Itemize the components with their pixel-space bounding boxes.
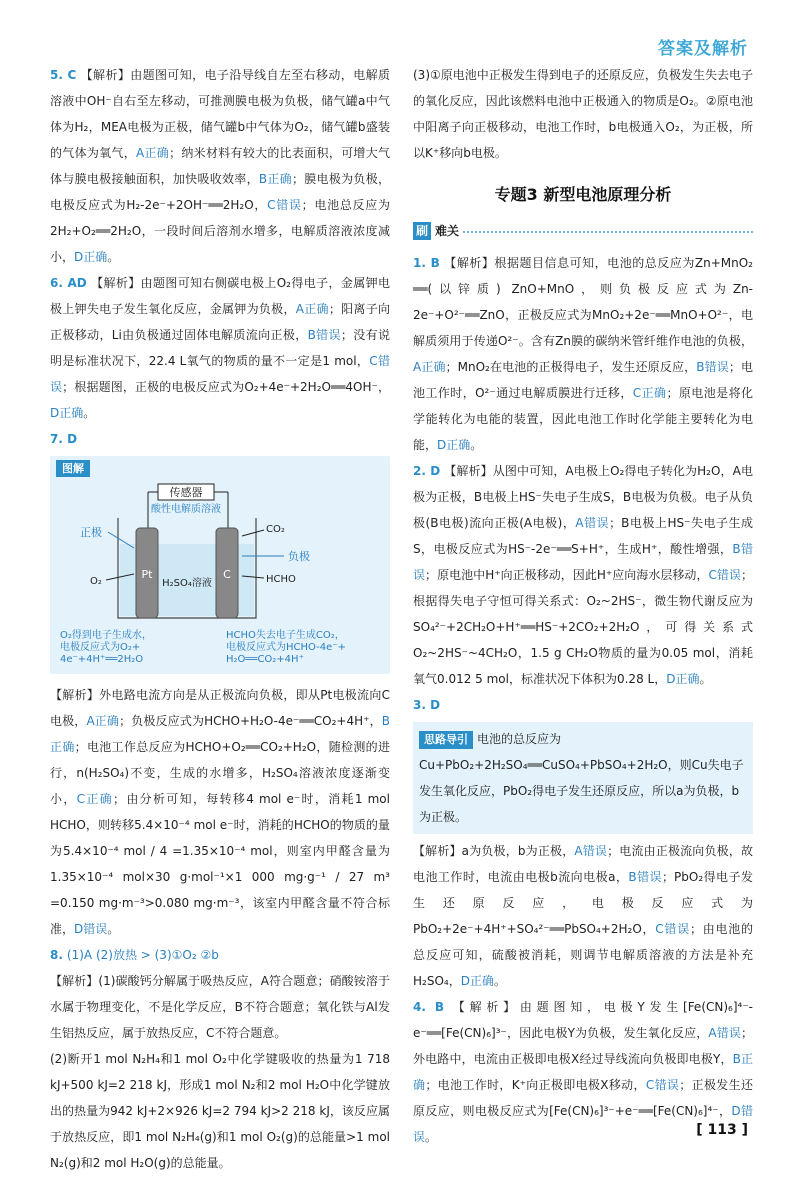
answer-2: 2. D 【解析】从图中可知，A电极上O₂得电子转化为H₂O，A电极为正极，B电极上HS⁻失电子生成S，B电极为负极。电子从负极(B电极)流向正极(A电极)，A错误；B电极上HS⁻失电子生成S，电极反应式为HS⁻-2e⁻══S+H⁺，生成H⁺，酸性增强，B错误；原电池中H⁺向正极移动，因此H⁺应向海水层移动，C错误；根据得失电子守恒可得关系式：O₂~2HS⁻，微生物代谢反应为SO₄²⁻+2CH₂O+H⁺══HS⁻+2CO₂+2H₂O，可得关系式O₂~2HS⁻~4CH₂O，1.5 g CH₂O物质的量为0.05 mol，消耗氧气0.012 5 mol，标准状况下体积为0.28 L，D正确。 <box>413 464 753 686</box>
c-label: C <box>223 568 231 581</box>
question-number: 4. B <box>413 1000 445 1014</box>
question-number: 6. AD <box>50 276 87 290</box>
answer-5: 5. C 【解析】由题图可知，电子沿导线自左至右移动，电解质溶液中OH⁻自右至左移动，可推测膜电极为负极，储气罐a中气体为H₂，MEA电极为正极，储气罐b中气体为O₂，储气罐b盛装的气体为氧气，A正确；纳米材料有较大的比表面积，可增大气体与膜电极接触面积，加快吸收效率，B正确；膜电极为负极，电极反应式为H₂-2e⁻+2OH⁻══2H₂O，C错误；电池总反应为2H₂+O₂══2H₂O，一段时间后溶剂水增多，电解质溶液浓度减小，D正确。 <box>50 68 390 264</box>
header-title: 答案及解析 <box>658 39 748 59</box>
answer-8-p2: (2)断开1 mol N₂H₄和1 mol O₂中化学键吸收的热量为1 718 kJ+500 kJ=2 218 kJ，形成1 mol N₂和2 mol H₂O中化学键放出的热量为942 kJ+2×926 kJ=2 794 kJ>2 218 kJ，该反应属于放热反应，即1 mol N₂H₄(g)和1 mol O₂(g)的总能量>1 mol N₂(g)和2 mol H₂O(g)的总能量。 <box>50 1052 390 1170</box>
answer-8: 8. (1)A (2)放热 > (3)①O₂ ②b <box>50 948 219 962</box>
hint-text: 电池的总反应为Cu+PbO₂+2H₂SO₄══CuSO₄+PbSO₄+2H₂O，则Cu失电子发生氧化反应，PbO₂得电子发生还原反应，所以a为负极，b为正极。 <box>419 732 744 824</box>
answer-3-analysis: 【解析】a为负极，b为正极，A错误；电流由正极流向负极，故电池工作时，电流由电极b流向电极a，B错误；PbO₂得电子发生还原反应，电极反应式为PbO₂+2e⁻+4H⁺+SO₄²⁻══PbSO₄+2H₂O，C错误；由电池的总反应可知，硫酸被消耗，则调节电解质溶液的方法是补充H₂SO₄，D正确。 <box>413 844 753 988</box>
hcho-label: HCHO <box>266 574 296 585</box>
difficulty-badge: 刷 <box>413 222 431 240</box>
answer-3 <box>413 692 753 718</box>
question-number: 2. D <box>413 464 441 478</box>
hint-badge: 思路导引 <box>419 731 473 749</box>
pt-label: Pt <box>141 568 153 581</box>
page-number: [ 113 ] <box>696 1122 748 1138</box>
figure-badge: 图解 <box>56 460 90 477</box>
answer-6: 6. AD 【解析】由题图可知右侧碳电极上O₂得电子，金属钾电极上钾失电子发生氧化反应，金属钾为负极，A正确；阳离子向正极移动，Li由负极通过固体电解质流向正极，B错误；没有说明是标准状况下，22.4 L氧气的物质的量不一定是1 mol，C错误；根据题图，正极的电极反应式为O₂+4e⁻+2H₂O══4OH⁻，D正确。 <box>50 276 390 420</box>
electrolyte-label: 酸性电解质溶液 <box>151 504 221 515</box>
co2-label: CO₂ <box>266 524 285 535</box>
question-number: 5. C <box>50 68 77 82</box>
co2-arrow <box>242 530 264 536</box>
question-number: 1. B <box>413 256 440 270</box>
acid-label: H₂SO₄溶液 <box>162 578 212 589</box>
hint-box <box>413 722 753 834</box>
left-column <box>50 62 390 1176</box>
sensor-label: 传感器 <box>169 486 203 499</box>
difficulty-text: 难关 <box>435 224 460 238</box>
note-right-3: H₂O══CO₂+4H⁺ <box>226 654 304 665</box>
note-left-3: 4e⁻+4H⁺══2H₂O <box>60 654 144 665</box>
difficulty-bar <box>413 218 753 244</box>
answer-8-p1: 【解析】(1)碳酸钙分解属于吸热反应，A符合题意；硝酸铵溶于水属于物理变化，不是化学反应，B不符合题意；氧化铁与Al发生铝热反应，属于放热反应，C不符合题意。 <box>50 974 390 1040</box>
answer-8-part3: (3)①原电池中正极发生得到电子的还原反应，负极发生失去电子的氧化反应，因此该燃料电池中正极通入的物质是O₂。②原电池中阳离子向正极移动，电池工作时，b电极通入O₂，为正极，所以K⁺移向b电极。 <box>413 68 753 160</box>
note-right-1: HCHO失去电子生成CO₂， <box>226 630 345 641</box>
dotted-rule <box>463 231 753 233</box>
o2-label: O₂ <box>90 576 102 587</box>
right-column <box>413 62 753 1150</box>
negative-label: 负极 <box>288 550 310 563</box>
question-number: 8. <box>50 948 63 962</box>
note-left-2: 电极反应式为O₂+ <box>60 642 141 653</box>
answer-7-analysis: 【解析】外电路电流方向是从正极流向负极，即从Pt电极流向C电极，A正确；负极反应式为HCHO+H₂O-4e⁻══CO₂+4H⁺，B正确；电池工作总反应为HCHO+O₂══CO₂+H₂O，随检测的进行，n(H₂SO₄)不变，生成的水增多，H₂SO₄溶液浓度逐渐变小，C正确；由分析可知，每转移4 mol e⁻时，消耗1 mol HCHO，则转移5.4×10⁻⁴ mol e⁻时，消耗的HCHO的物质的量为5.4×10⁻⁴ mol / 4 =1.35×10⁻⁴ mol，则室内甲醛含量为1.35×10⁻⁴ mol×30 g·mol⁻¹×1 000 mg·g⁻¹ / 27 m³ =0.150 mg·m⁻³>0.080 mg·m⁻³，该室内甲醛含量不符合标准，D错误。 <box>50 688 390 936</box>
battery-diagram <box>50 456 390 674</box>
question-number: 7. D <box>50 432 78 446</box>
section-title: 专题3 新型电池原理分析 <box>494 185 672 204</box>
battery-diagram-svg <box>50 456 390 674</box>
positive-label: 正极 <box>80 526 102 539</box>
note-right-2: 电极反应式为HCHO-4e⁻+ <box>226 642 346 653</box>
answer-7 <box>50 426 390 452</box>
answer-1: 1. B 【解析】根据题目信息可知，电池的总反应为Zn+MnO₂ ══(以锌质) ZnO+MnO，则负极反应式为Zn-2e⁻+O²⁻══ZnO，正极反应式为MnO₂+2e⁻══MnO+O²⁻，电解质须用于传递O²⁻。含有Zn膜的碳纳米管纤维作电池的负极，A正确；MnO₂在电池的正极得电子，发生还原反应，B错误；电池工作时，O²⁻通过电解质膜进行迁移，C正确；原电池是将化学能转化为电能的装置，因此电池工作时化学能主要转化为电能，D正确。 <box>413 256 753 452</box>
question-number: 3. D <box>413 698 441 712</box>
answer-4: 4. B 【解析】由题图知，电极Y发生[Fe(CN)₆]⁴⁻-e⁻══[Fe(CN)₆]³⁻，因此电极Y为负极，发生氧化反应，A错误；外电路中，电流由正极即电极X经过导线流向负极即电极Y，B正确；电池工作时，K⁺向正极即电极X移动，C错误；正极发生还原反应，则电极反应式为[Fe(CN)₆]³⁻+e⁻══[Fe(CN)₆]⁴⁻，D错误。 <box>413 1000 754 1144</box>
note-left-1: O₂得到电子生成水， <box>60 630 152 641</box>
